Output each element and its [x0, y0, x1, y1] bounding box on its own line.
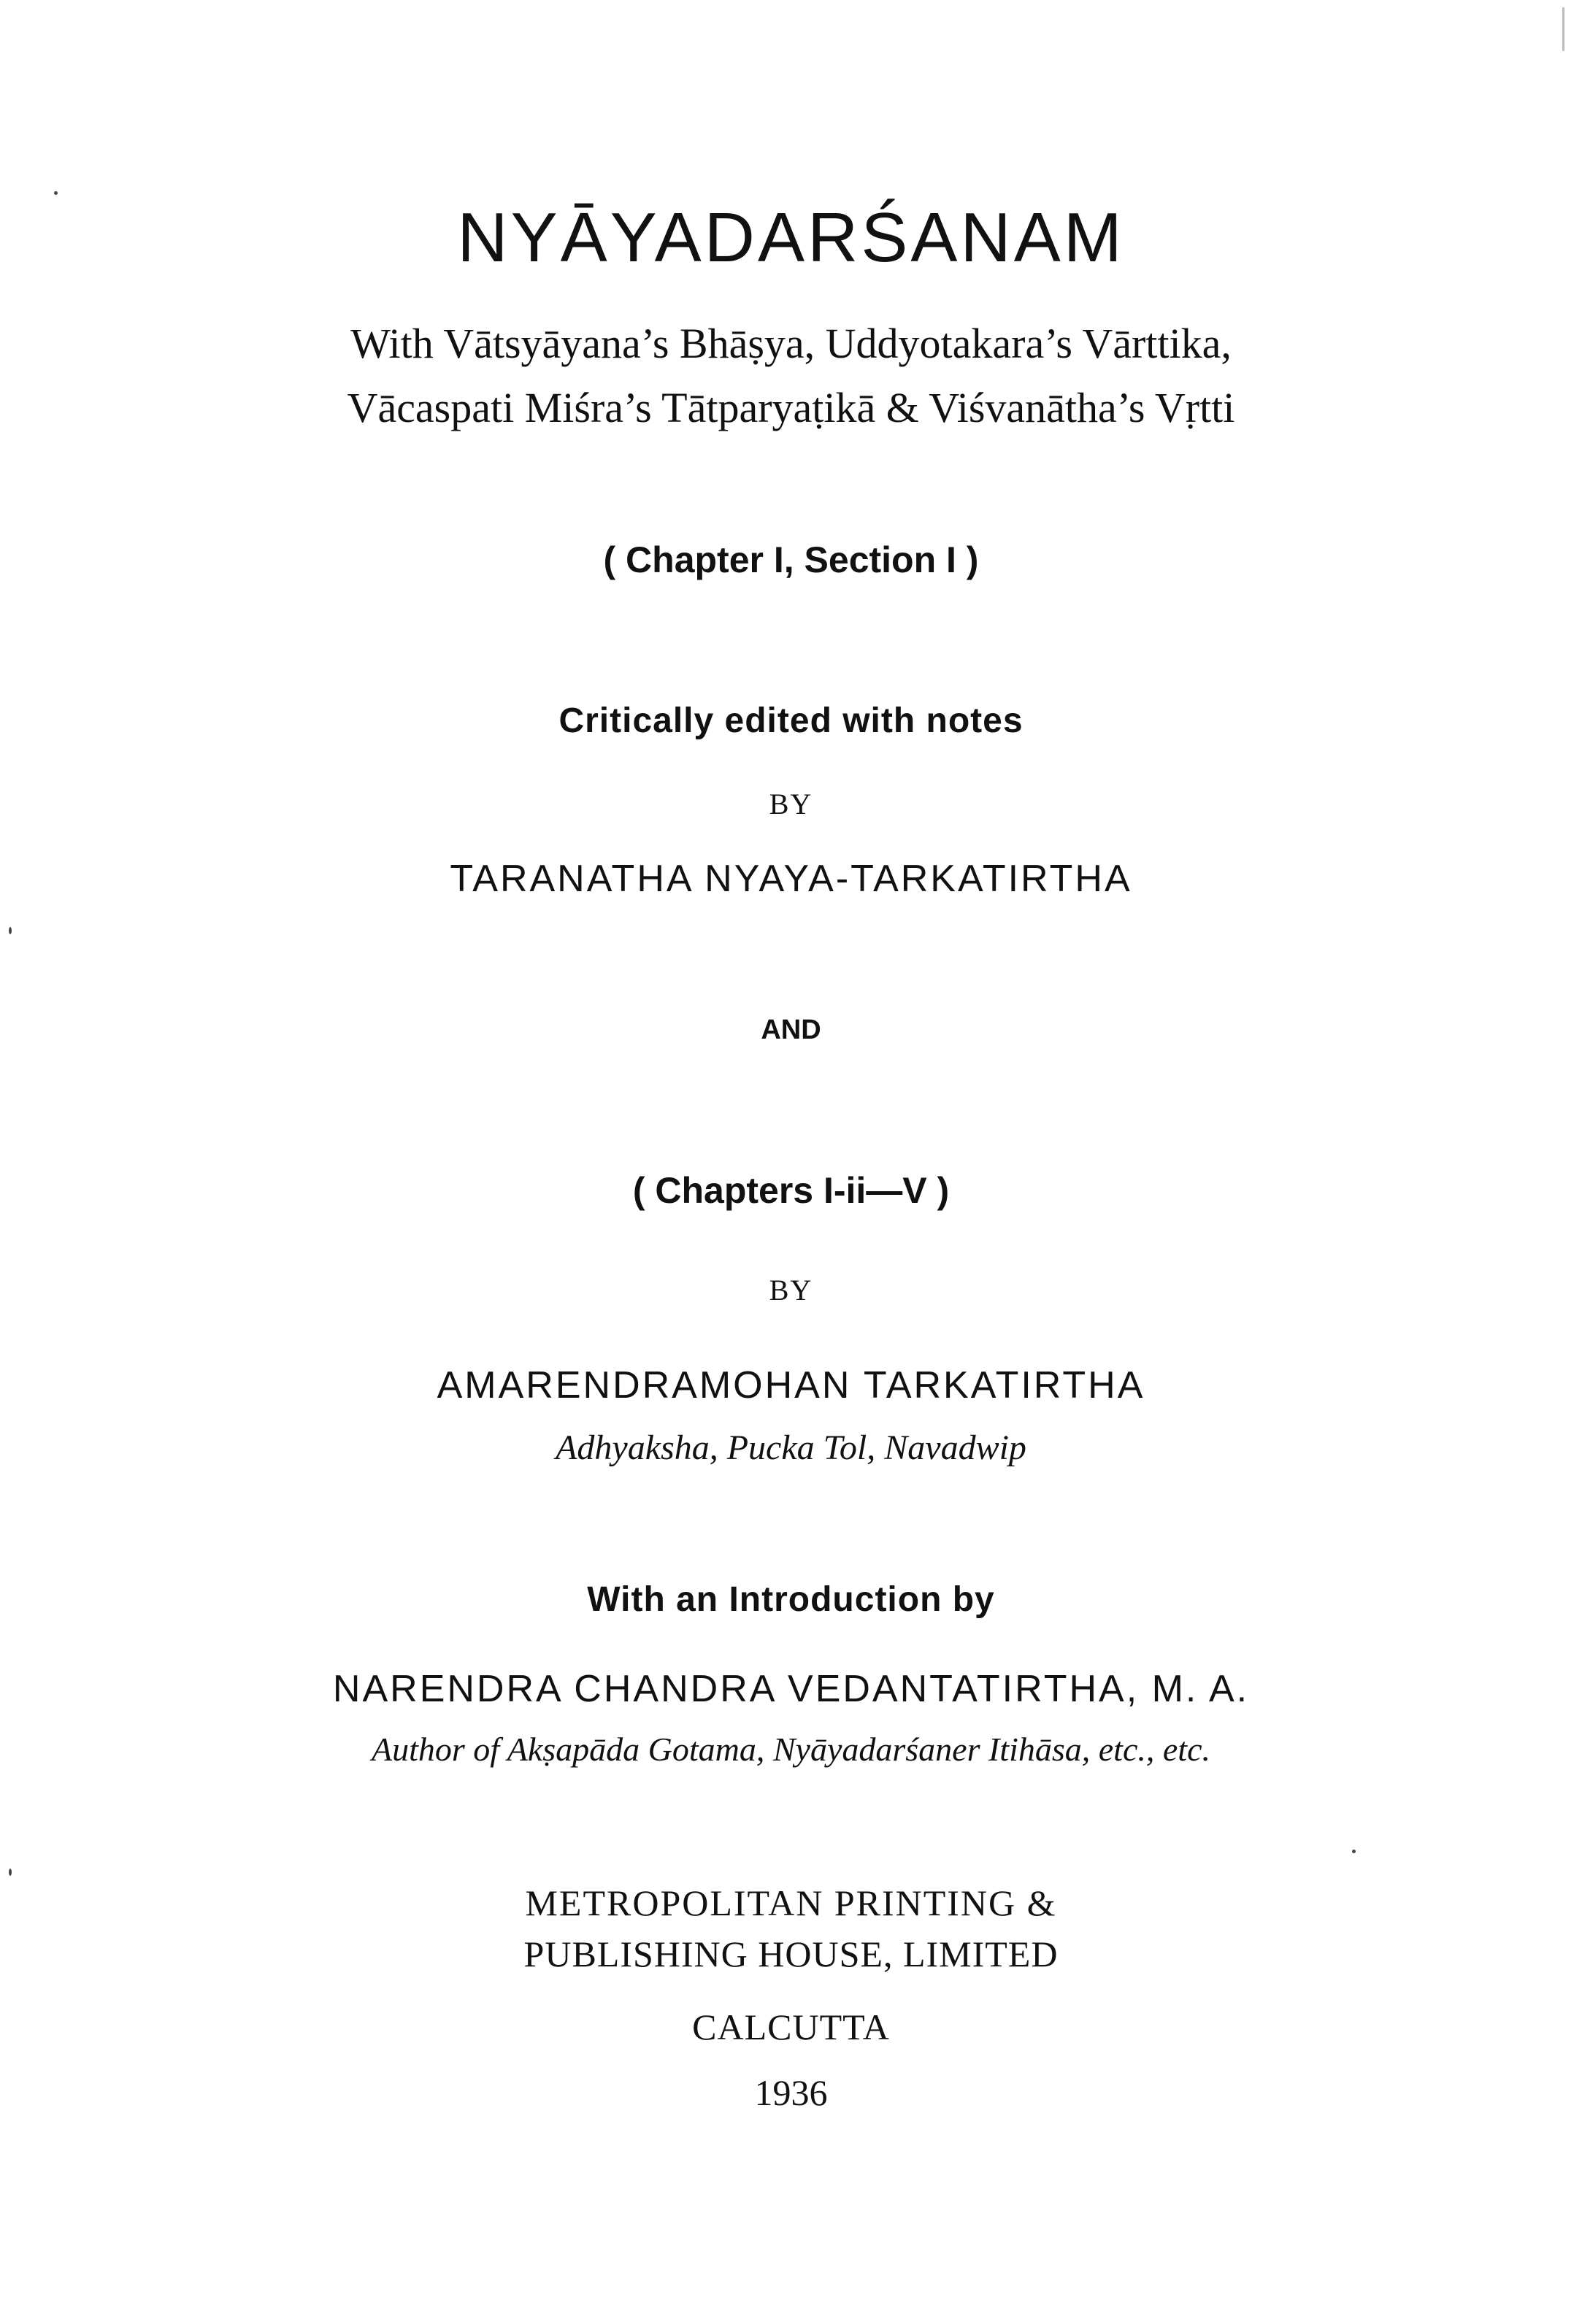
publisher-line-2: PUBLISHING HOUSE, LIMITED	[523, 1934, 1059, 1974]
scan-speck	[9, 1869, 12, 1876]
edited-note: Critically edited with notes	[558, 701, 1024, 740]
by-label-1: BY	[769, 788, 813, 820]
introduction-label: With an Introduction by	[587, 1580, 995, 1619]
subtitle-line-1: With Vātsyāyana’s Bhāṣya, Uddyotakara’s Vārttika,	[350, 320, 1232, 367]
chapters-note: ( Chapters I-ii—V )	[632, 1170, 950, 1211]
by-label-2: BY	[769, 1274, 813, 1307]
editor-2-name: AMARENDRAMOHAN TARKATIRTHA	[437, 1364, 1145, 1407]
book-title: NYĀYADARŚANAM	[457, 199, 1125, 277]
scan-speck	[9, 927, 12, 934]
scan-speck	[1562, 7, 1564, 51]
and-label: AND	[761, 1015, 821, 1045]
editor-1-name: TARANATHA NYAYA-TARKATIRTHA	[450, 858, 1132, 900]
scan-speck	[1352, 1850, 1356, 1853]
publication-year: 1936	[754, 2072, 828, 2113]
section-note: ( Chapter I, Section I )	[603, 539, 979, 580]
subtitle-line-2: Vācaspati Miśra’s Tātparyaṭikā & Viśvanātha’s Vṛtti	[347, 384, 1235, 431]
introduction-author-description: Author of Akṣapāda Gotama, Nyāyadarśaner Itihāsa, etc., etc.	[371, 1731, 1210, 1768]
scan-speck	[54, 191, 58, 195]
introduction-author-name: NARENDRA CHANDRA VEDANTATIRTHA, M. A.	[332, 1668, 1250, 1710]
publisher-city: CALCUTTA	[692, 2006, 890, 2047]
publisher-line-1: METROPOLITAN PRINTING &	[525, 1882, 1057, 1923]
editor-2-description: Adhyaksha, Pucka Tol, Navadwip	[556, 1428, 1026, 1467]
